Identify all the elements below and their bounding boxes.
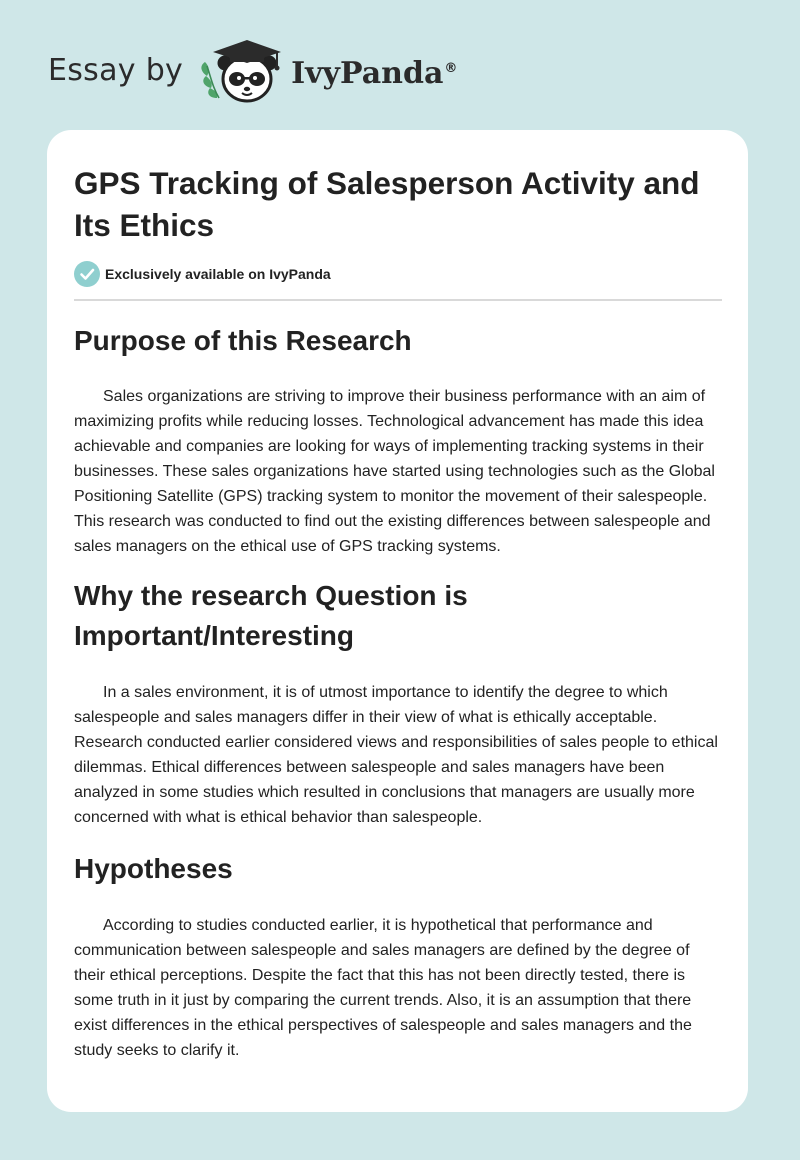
essay-card: [47, 130, 748, 1112]
checkmark-icon: [74, 261, 100, 287]
brand-name[interactable]: IvyPanda®: [291, 55, 458, 91]
title-divider: [74, 299, 722, 301]
panda-graduate-icon[interactable]: [197, 36, 289, 108]
section-paragraph-hypotheses: According to studies conducted earlier, it is hypothetical that performance and communication between salespeople and sales managers are defined by the degree of their ethical perceptions. Despite the fact that this has not been directly tested, there is some truth in it just by comparing the current trends. Also, it is an assumption that there exist differences in the ethical perspectives of salespeople and sales managers and the study seeks to clarify it.: [74, 917, 692, 1059]
section-paragraph-importance: In a sales environment, it is of utmost importance to identify the degree to which salespeople and sales managers differ in their view of what is ethically acceptable. Research conducted earlier considered views and responsibilities of sales people to ethical dilemmas. Ethical differences between salespeople and sales managers have been analyzed in some studies which resulted in conclusions that managers are usually more concerned with what is ethical behavior than salespeople.: [74, 684, 718, 826]
section-heading-hypotheses: Hypotheses: [74, 853, 233, 884]
registered-mark: ®: [444, 60, 458, 76]
exclusive-badge-label: Exclusively available on IvyPanda: [105, 266, 331, 282]
section-heading-purpose: Purpose of this Research: [74, 325, 412, 356]
section-paragraph-purpose: Sales organizations are striving to improve their business performance with an aim of maximizing profits while reducing losses. Technological advancement has made this idea achievable and companies are looking for ways of implementing tracking systems in their businesses. These sales organizations have started using technologies such as the Global Positioning Satellite (GPS) tracking system to monitor the movement of their salespeople. This research was conducted to find out the existing differences between salespeople and sales managers on the ethical use of GPS tracking systems.: [74, 388, 715, 555]
site-header: [48, 36, 457, 108]
exclusive-badge: [74, 260, 722, 288]
page-title: GPS Tracking of Salesperson Activity and Its Ethics: [74, 165, 700, 243]
section-heading-importance: Why the research Question is Important/Interesting: [74, 580, 468, 651]
brand-prefix: Essay by: [48, 52, 184, 88]
